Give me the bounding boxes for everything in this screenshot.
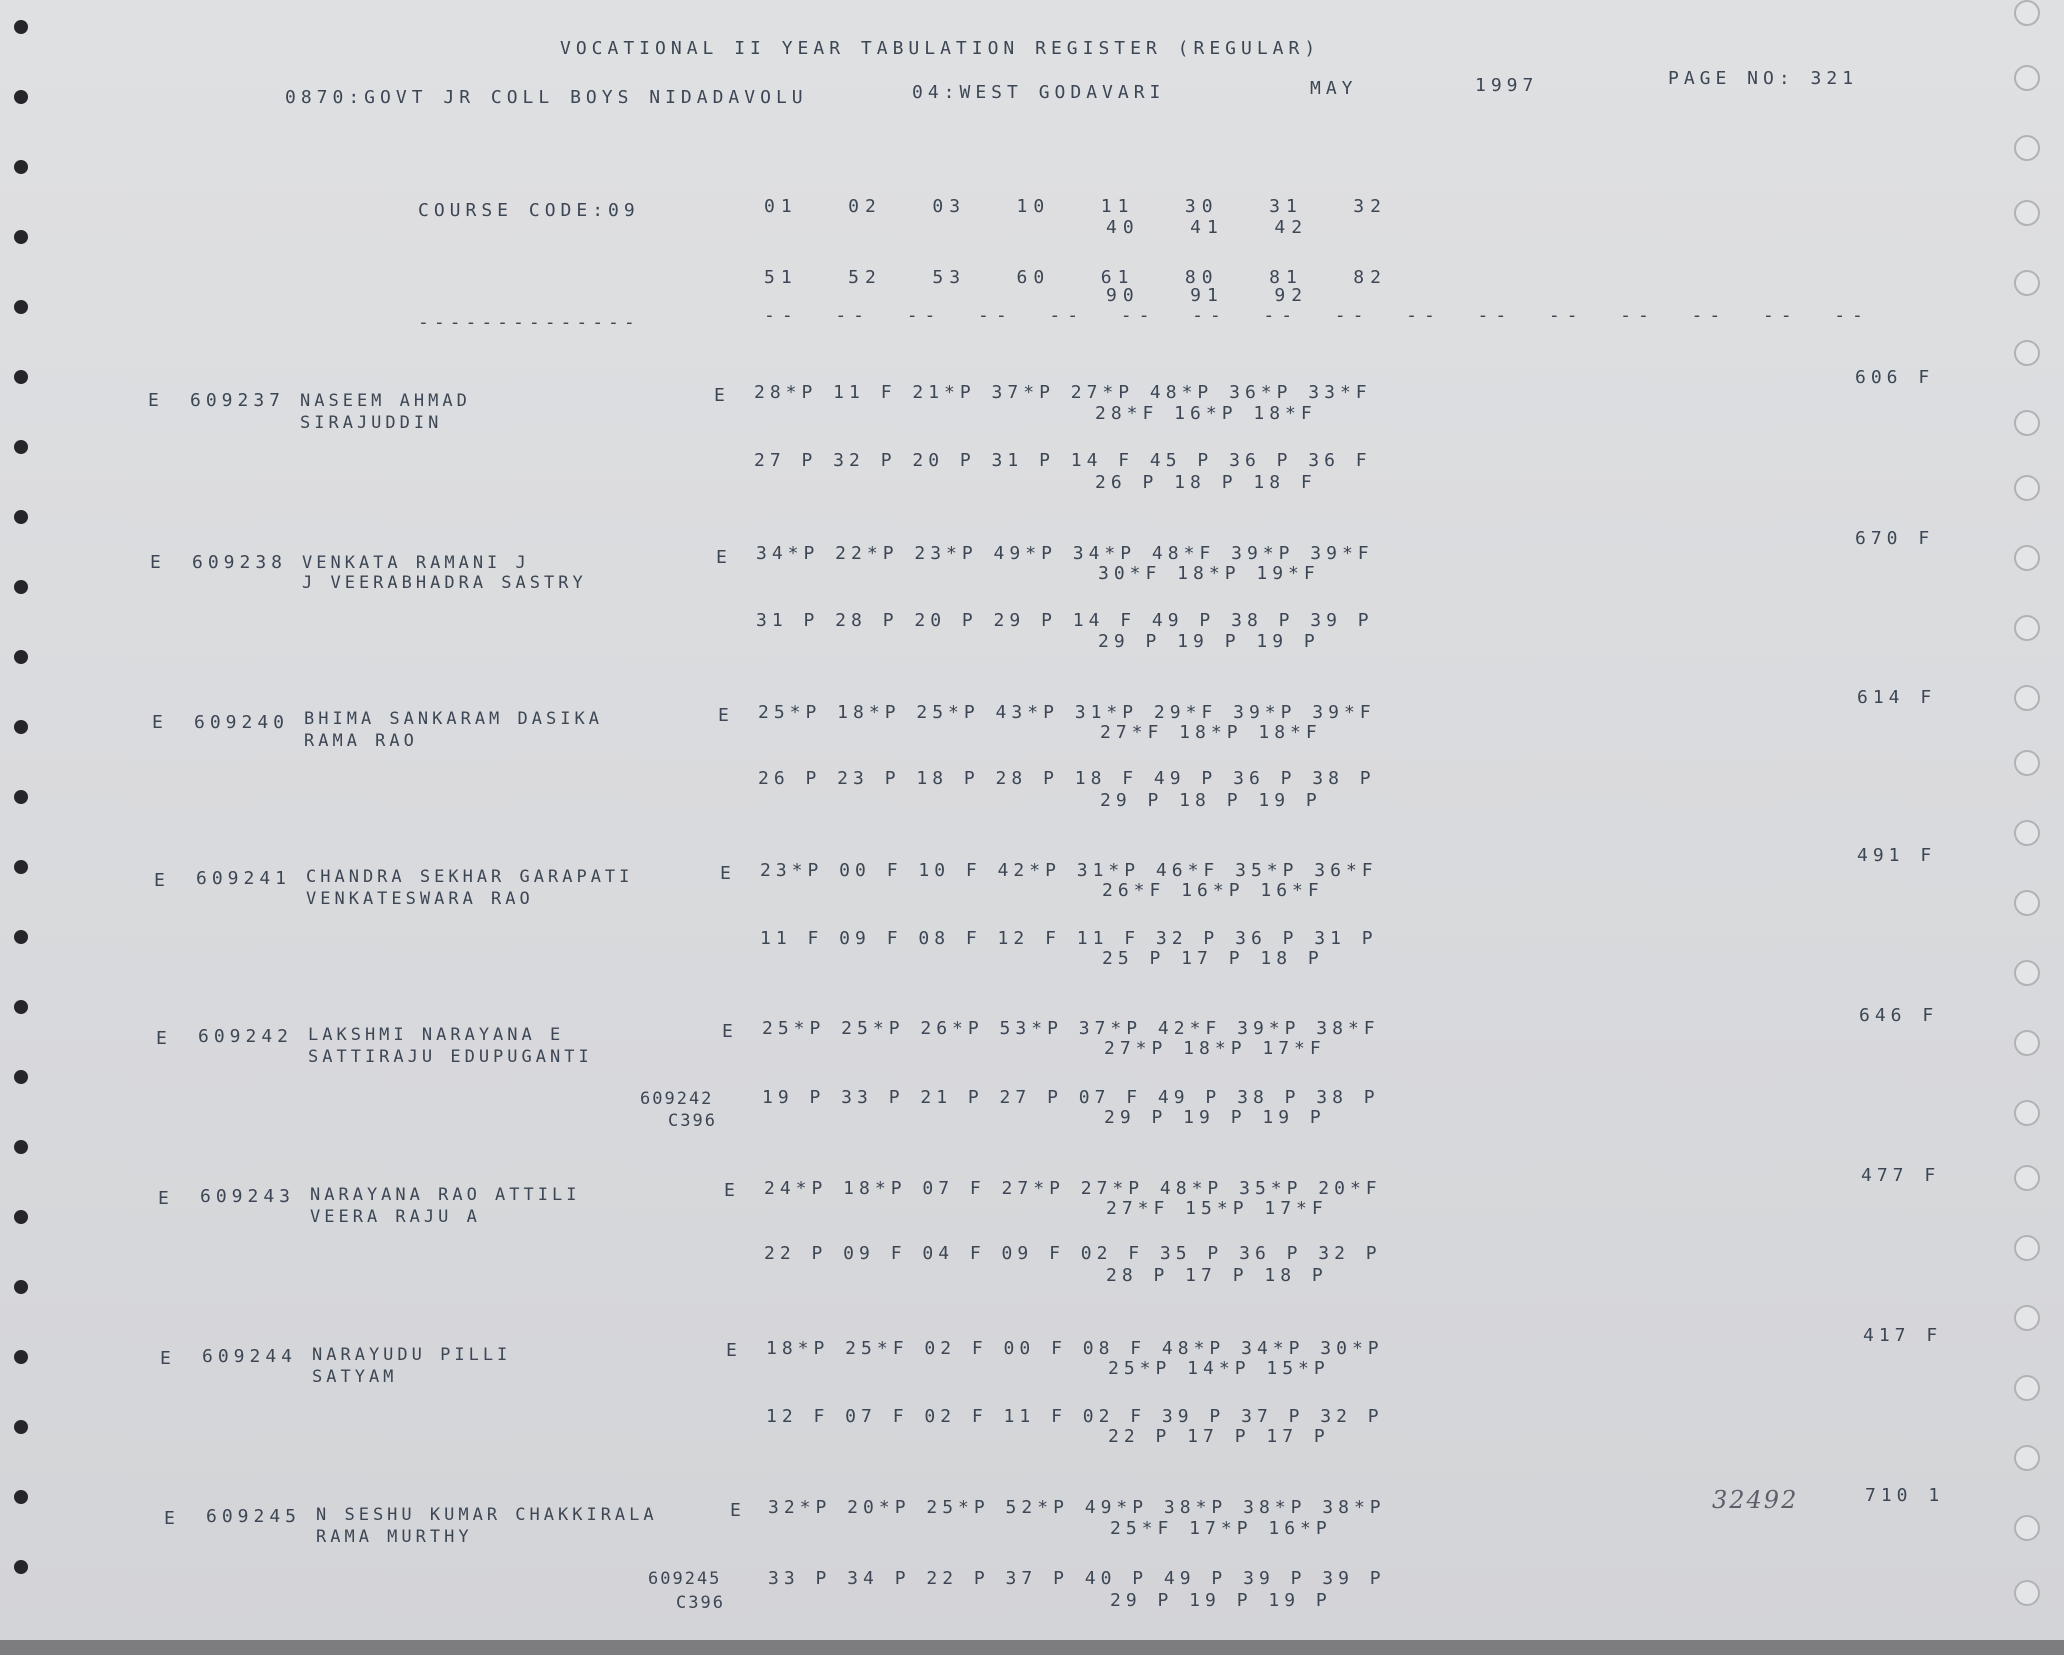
exam-year: 1997: [1475, 75, 1539, 96]
marks-flag: E: [714, 385, 730, 406]
student-name: LAKSHMI NARAYANA E: [308, 1025, 565, 1045]
parent-name: SATTIRAJU EDUPUGANTI: [308, 1047, 593, 1067]
marks-row2b: 29 P 19 P 19 P: [1110, 1590, 1332, 1611]
tractor-feed-holes-right: [2000, 0, 2064, 1640]
student-name: N SESHU KUMAR CHAKKIRALA: [316, 1505, 658, 1525]
record-flag: E: [160, 1348, 176, 1369]
parent-name: RAMA MURTHY: [316, 1527, 473, 1547]
parent-name: RAMA RAO: [304, 731, 418, 751]
subject-codes-row2b: 90 91 92: [1106, 285, 1309, 306]
marks-row1: 18*P 25*F 02 F 00 F 08 F 48*P 34*P 30*P: [766, 1338, 1384, 1359]
record-flag: E: [148, 390, 164, 411]
total-result: 417 F: [1863, 1325, 1943, 1346]
marks-row2b: 29 P 18 P 19 P: [1100, 790, 1322, 811]
roll-number: 609237: [190, 390, 286, 411]
separator-left: --------------: [418, 312, 640, 333]
marks-row2: 27 P 32 P 20 P 31 P 14 F 45 P 36 P 36 F: [754, 450, 1372, 471]
district-name: 04:WEST GODAVARI: [912, 82, 1166, 103]
total-result: 491 F: [1857, 845, 1937, 866]
marks-row1: 32*P 20*P 25*P 52*P 49*P 38*P 38*P 38*P: [768, 1497, 1386, 1518]
roll-number: 609240: [194, 712, 290, 733]
marks-row2: 33 P 34 P 22 P 37 P 40 P 49 P 39 P 39 P: [768, 1568, 1386, 1589]
record-flag: E: [164, 1508, 180, 1529]
parent-name: SIRAJUDDIN: [300, 413, 443, 433]
marks-row1b: 25*P 14*P 15*P: [1108, 1358, 1330, 1379]
marks-row1b: 27*F 18*P 18*F: [1100, 722, 1322, 743]
marks-row2: 11 F 09 F 08 F 12 F 11 F 32 P 36 P 31 P: [760, 928, 1378, 949]
total-result: 646 F: [1859, 1005, 1939, 1026]
roll-number: 609244: [202, 1346, 298, 1367]
roll-number: 609238: [192, 552, 288, 573]
register-title: VOCATIONAL II YEAR TABULATION REGISTER (REGULAR): [560, 38, 1321, 59]
side-reference-number: 609242: [640, 1089, 714, 1109]
total-result: 710 1: [1865, 1485, 1945, 1506]
marks-row1: 34*P 22*P 23*P 49*P 34*P 48*F 39*P 39*F: [756, 543, 1374, 564]
subject-codes-row2: 51 52 53 60 61 80 81 82: [764, 267, 1387, 288]
record-flag: E: [150, 552, 166, 573]
student-name: BHIMA SANKARAM DASIKA: [304, 709, 603, 729]
marks-row1b: 30*F 18*P 19*F: [1098, 563, 1320, 584]
marks-row1b: 28*F 16*P 18*F: [1095, 403, 1317, 424]
marks-row2: 19 P 33 P 21 P 27 P 07 F 49 P 38 P 38 P: [762, 1087, 1380, 1108]
marks-row2b: 22 P 17 P 17 P: [1108, 1426, 1330, 1447]
total-result: 606 F: [1855, 367, 1935, 388]
side-reference-code: C396: [676, 1593, 725, 1613]
marks-row1: 28*P 11 F 21*P 37*P 27*P 48*P 36*P 33*F: [754, 382, 1372, 403]
student-name: NASEEM AHMAD: [300, 391, 471, 411]
side-reference-number: 609245: [648, 1569, 722, 1589]
marks-row2: 31 P 28 P 20 P 29 P 14 F 49 P 38 P 39 P: [756, 610, 1374, 631]
total-result: 477 F: [1861, 1165, 1941, 1186]
marks-row1: 25*P 18*P 25*P 43*P 31*P 29*F 39*P 39*F: [758, 702, 1376, 723]
roll-number: 609243: [200, 1186, 296, 1207]
parent-name: SATYAM: [312, 1367, 398, 1387]
marks-flag: E: [730, 1500, 746, 1521]
record-flag: E: [154, 870, 170, 891]
student-name: VENKATA RAMANI J: [302, 553, 530, 573]
marks-row2b: 25 P 17 P 18 P: [1102, 948, 1324, 969]
marks-row2: 22 P 09 F 04 F 09 F 02 F 35 P 36 P 32 P: [764, 1243, 1382, 1264]
college-name: 0870:GOVT JR COLL BOYS NIDADAVOLU: [285, 87, 808, 108]
handwritten-note: 32492: [1712, 1486, 1799, 1514]
marks-row1b: 26*F 16*P 16*F: [1102, 880, 1324, 901]
subject-codes-row1b: 40 41 42: [1106, 217, 1309, 238]
marks-row2b: 28 P 17 P 18 P: [1106, 1265, 1328, 1286]
marks-row1b: 27*P 18*P 17*F: [1104, 1038, 1326, 1059]
record-flag: E: [158, 1188, 174, 1209]
record-flag: E: [152, 712, 168, 733]
roll-number: 609245: [206, 1506, 302, 1527]
side-reference-code: C396: [668, 1111, 717, 1131]
roll-number: 609242: [198, 1026, 294, 1047]
separator-right: -- -- -- -- -- -- -- -- -- -- -- -- -- -- -- --: [764, 305, 1870, 326]
record-flag: E: [156, 1028, 172, 1049]
parent-name: VENKATESWARA RAO: [306, 889, 534, 909]
total-result: 614 F: [1857, 687, 1937, 708]
student-name: CHANDRA SEKHAR GARAPATI: [306, 867, 634, 887]
page-number: PAGE NO: 321: [1668, 68, 1859, 89]
marks-row2b: 26 P 18 P 18 F: [1095, 472, 1317, 493]
marks-row1: 25*P 25*P 26*P 53*P 37*P 42*F 39*P 38*F: [762, 1018, 1380, 1039]
subject-codes-row1: 01 02 03 10 11 30 31 32: [764, 196, 1387, 217]
parent-name: J VEERABHADRA SASTRY: [302, 573, 587, 593]
marks-row1: 24*P 18*P 07 F 27*P 27*P 48*P 35*P 20*F: [764, 1178, 1382, 1199]
marks-flag: E: [716, 547, 732, 568]
marks-flag: E: [726, 1340, 742, 1361]
marks-row2: 12 F 07 F 02 F 11 F 02 F 39 P 37 P 32 P: [766, 1406, 1384, 1427]
student-name: NARAYANA RAO ATTILI: [310, 1185, 581, 1205]
parent-name: VEERA RAJU A: [310, 1207, 481, 1227]
marks-flag: E: [724, 1180, 740, 1201]
marks-flag: E: [720, 863, 736, 884]
marks-row1: 23*P 00 F 10 F 42*P 31*P 46*F 35*P 36*F: [760, 860, 1378, 881]
roll-number: 609241: [196, 868, 292, 889]
marks-row1b: 27*F 15*P 17*F: [1106, 1198, 1328, 1219]
course-code-label: COURSE CODE:09: [418, 200, 640, 221]
marks-flag: E: [718, 705, 734, 726]
tractor-feed-holes-left: [0, 0, 60, 1640]
marks-row2b: 29 P 19 P 19 P: [1098, 631, 1320, 652]
exam-month: MAY: [1310, 78, 1358, 99]
marks-row2: 26 P 23 P 18 P 28 P 18 F 49 P 36 P 38 P: [758, 768, 1376, 789]
marks-row1b: 25*F 17*P 16*P: [1110, 1518, 1332, 1539]
sheet-bottom-edge: [0, 1640, 2064, 1655]
marks-flag: E: [722, 1021, 738, 1042]
marks-row2b: 29 P 19 P 19 P: [1104, 1107, 1326, 1128]
student-name: NARAYUDU PILLI: [312, 1345, 512, 1365]
total-result: 670 F: [1855, 528, 1935, 549]
